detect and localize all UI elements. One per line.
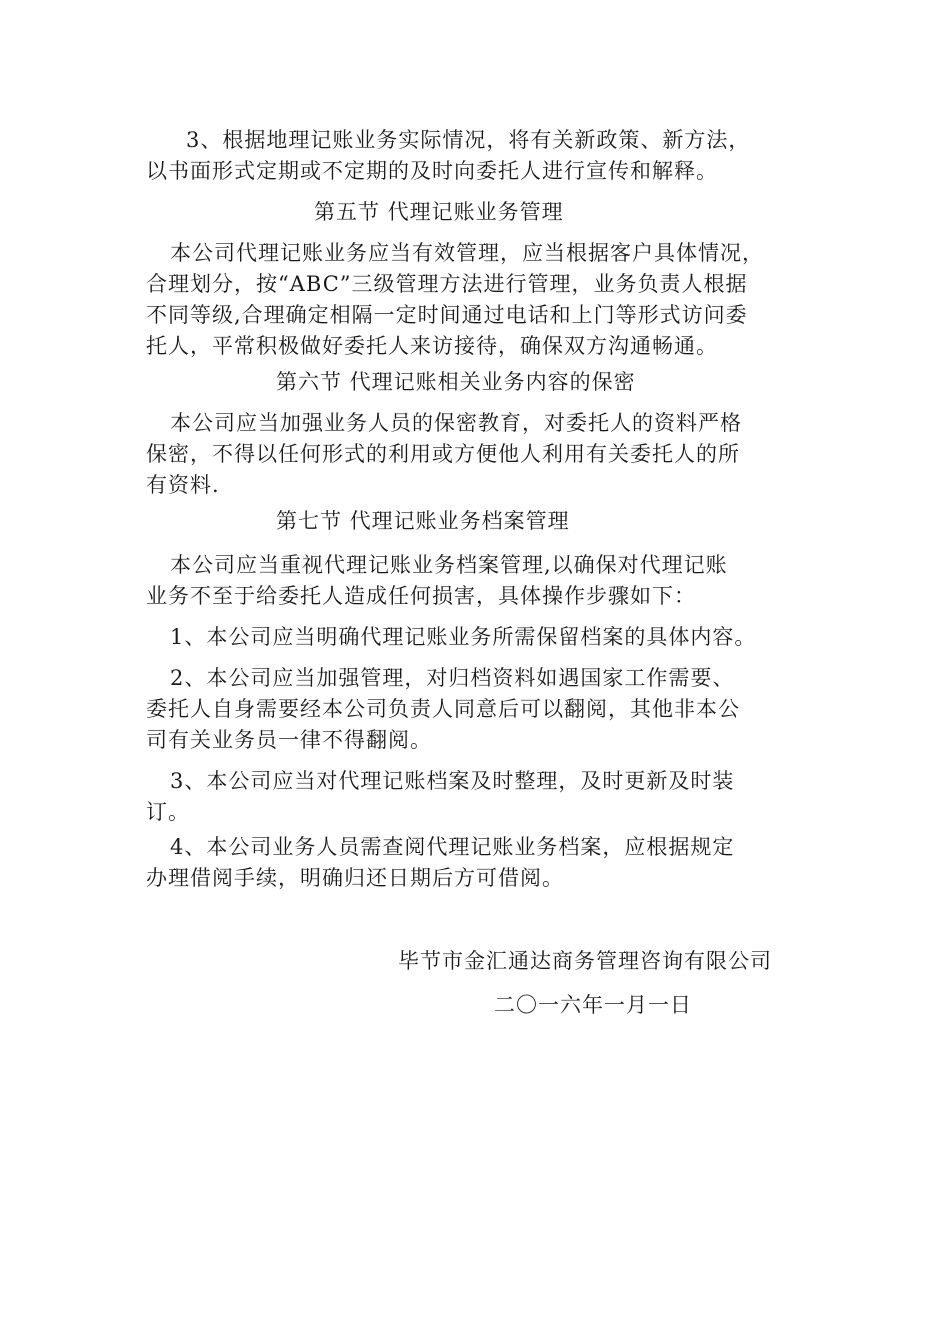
section7-item2-line-3: 司有关业务员一律不得翻阅。: [146, 728, 432, 752]
section7-item4-line-2: 办理借阅手续，明确归还日期后方可借阅。: [146, 866, 564, 890]
section5-line-3: 不同等级,合理确定相隔一定时间通过电话和上门等形式访问委: [146, 303, 748, 327]
intro-item-line-2: 以书面形式定期或不定期的及时向委托人进行宣传和解释。: [146, 159, 718, 183]
section7-item2-line-2: 委托人自身需要经本公司负责人同意后可以翻阅，其他非本公: [146, 697, 740, 721]
signature-company: 毕节市金汇通达商务管理咨询有限公司: [398, 949, 772, 973]
section7-intro-line-2: 业务不至于给委托人造成任何损害，具体操作步骤如下：: [146, 584, 696, 608]
section6-heading: 第六节 代理记账相关业务内容的保密: [276, 370, 636, 394]
intro-item-line-1: 3、根据地理记账业务实际情况，将有关新政策、新方法，: [186, 128, 751, 152]
section6-line-2: 保密，不得以任何形式的利用或方便他人利用有关委托人的所: [146, 442, 740, 466]
section6-line-3: 有资料.: [146, 473, 220, 497]
section5-line-4: 托人，平常积极做好委托人来访接待，确保双方沟通畅通。: [146, 334, 718, 358]
section7-item1-line-1: 1、本公司应当明确代理记账业务所需保留档案的具体内容。: [170, 625, 757, 649]
section6-line-1: 本公司应当加强业务人员的保密教育，对委托人的资料严格: [170, 411, 742, 435]
signature-date: 二〇一六年一月一日: [494, 993, 692, 1017]
section5-heading: 第五节 代理记账业务管理: [314, 200, 564, 224]
section7-item3-line-2: 订。: [146, 800, 190, 824]
section7-heading: 第七节 代理记账业务档案管理: [276, 509, 570, 533]
section5-line-2: 合理划分，按“ABC”三级管理方法进行管理，业务负责人根据: [146, 272, 748, 296]
section7-item2-line-1: 2、本公司应当加强管理，对归档资料如遇国家工作需要、: [170, 666, 735, 690]
section7-item3-line-1: 3、本公司应当对代理记账档案及时整理，及时更新及时装: [170, 769, 735, 793]
section5-line-1: 本公司代理记账业务应当有效管理，应当根据客户具体情况，: [170, 241, 764, 265]
section7-intro-line-1: 本公司应当重视代理记账业务档案管理,以确保对代理记账: [170, 553, 728, 577]
section7-item4-line-1: 4、本公司业务人员需查阅代理记账业务档案，应根据规定: [170, 835, 735, 859]
